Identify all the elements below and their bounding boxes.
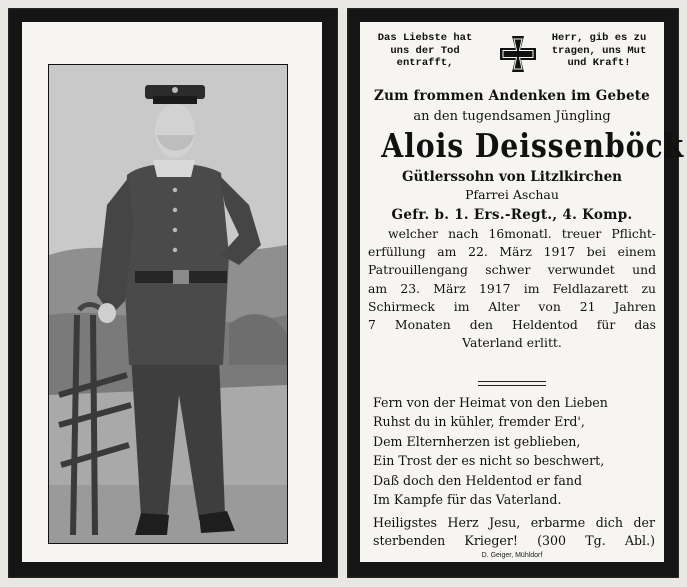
photo-card	[22, 22, 322, 562]
prayer-line: sterbenden Krieger! (300 Tg. Abl.)	[373, 533, 655, 548]
text-card	[360, 22, 685, 562]
parish-line: Pfarrei Aschau	[465, 187, 559, 202]
header-right-verse	[540, 32, 658, 70]
header-left-line: entrafft,	[396, 57, 454, 69]
soldier-portrait-photo	[48, 64, 288, 544]
header-right-line: und Kraft!	[567, 57, 631, 69]
biography-line: Schirmeck im Alter von 21 Jahren	[368, 298, 656, 314]
divider	[478, 381, 546, 382]
header-left-verse	[366, 32, 484, 70]
right-panel	[347, 8, 685, 578]
biography-line: Vaterland erlitt.	[462, 335, 562, 351]
poem-line: Dem Elternherzen ist geblieben,	[373, 433, 581, 449]
poem-line: Im Kampfe für das Vaterland.	[373, 492, 562, 508]
divider	[478, 385, 546, 386]
biography-line: welcher nach 16monatl. treuer Pflicht-	[388, 226, 656, 241]
header-right-line: tragen, uns Mut	[551, 44, 647, 57]
prayer-line: Heiligstes Herz Jesu, erbarme dich der	[373, 515, 655, 530]
memorial-text	[360, 22, 685, 562]
rank-line: Gefr. b. 1. Ers.-Regt., 4. Komp.	[391, 207, 633, 223]
iron-cross-icon	[498, 34, 538, 74]
left-panel	[8, 8, 338, 578]
dedication-line: an den tugendsamen Jüngling	[413, 109, 611, 124]
poem-line: Fern von der Heimat von den Lieben	[373, 395, 608, 410]
biography-line: 7 Monaten den Heldentod für das	[368, 317, 656, 333]
header-left-line: Das Liebste hat	[377, 32, 473, 44]
printer-imprint: D. Geiger, Mühldorf	[481, 552, 543, 559]
prayer	[373, 514, 655, 550]
poem-line: Ruhst du in kühler, fremder Erd',	[373, 414, 585, 430]
biography-line: am 23. März 1917 im Feldlazarett zu	[368, 280, 656, 296]
poem	[373, 393, 655, 509]
header-row	[366, 32, 658, 80]
poem-line: Ein Trost der es nicht so beschwert,	[373, 453, 605, 469]
biography-paragraph	[368, 225, 656, 352]
deceased-name: Alois Deissenböck	[381, 126, 685, 165]
poem-line: Daß doch den Heldentod er fand	[373, 472, 583, 488]
header-right-line: Herr, gib es zu	[551, 32, 647, 44]
origin-line: Gütlerssohn von Litzlkirchen	[402, 169, 622, 185]
memory-heading: Zum frommen Andenken im Gebete	[374, 88, 650, 104]
header-left-line: uns der Tod	[390, 44, 460, 57]
biography-line: erfüllung am 22. März 1917 bei einem	[368, 244, 656, 260]
portrait-illustration	[49, 65, 287, 543]
biography-line: Patrouillengang schwer verwundet und	[368, 262, 656, 278]
